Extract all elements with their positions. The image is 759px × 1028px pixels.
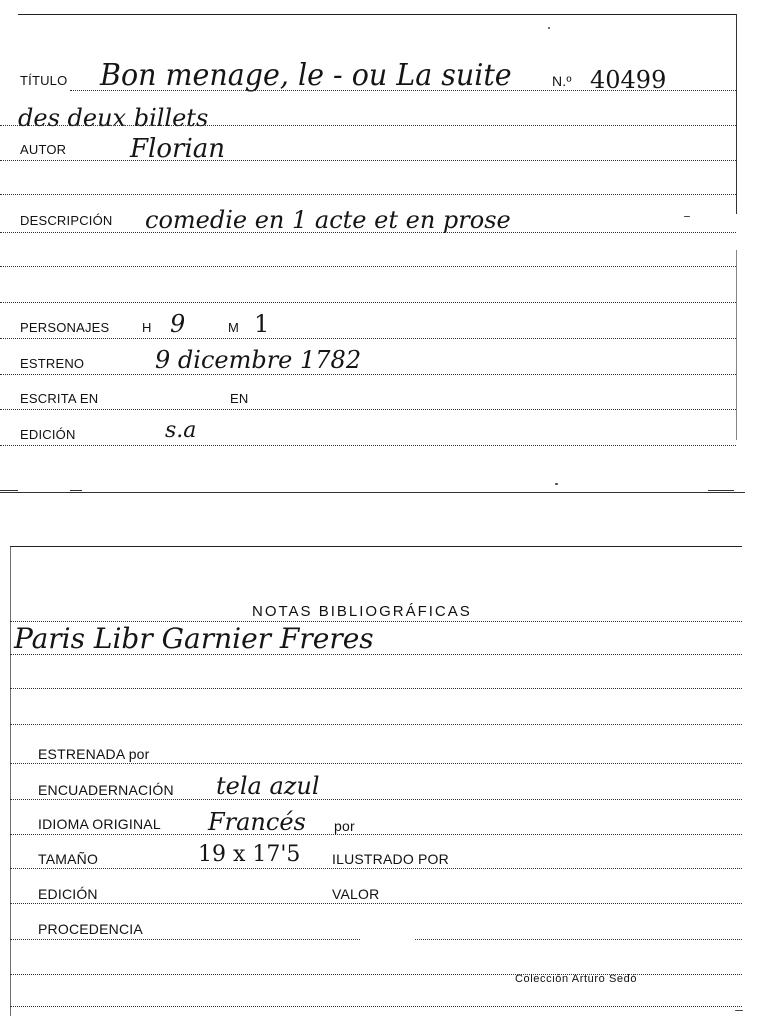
edicion-line	[0, 445, 736, 446]
h-label: H	[142, 320, 152, 335]
titulo-line-2	[0, 125, 736, 126]
encuadernacion-value: tela azul	[216, 772, 320, 800]
bottom-edge-tick	[70, 490, 82, 491]
procedencia-label: PROCEDENCIA	[38, 921, 143, 937]
autor-label: AUTOR	[20, 142, 67, 157]
numero-label: N.º	[552, 73, 572, 89]
catalog-card	[0, 14, 738, 492]
idioma-label: IDIOMA ORIGINAL	[38, 816, 161, 832]
procedencia-line	[10, 939, 360, 940]
titulo-value: Bon menage, le - ou La suite	[100, 58, 512, 93]
tamano-value: 19 x 17'5	[198, 842, 301, 867]
valor-label: VALOR	[332, 886, 380, 902]
en-label: EN	[230, 391, 249, 406]
estrenada-label: ESTRENADA por	[38, 746, 150, 762]
descripcion-value: comedie en 1 acte et en prose	[145, 206, 511, 234]
notes-line-1	[10, 654, 742, 655]
card-top-edge	[18, 14, 736, 15]
tamano-label: TAMAÑO	[38, 851, 99, 867]
card-right-edge	[736, 14, 737, 214]
titulo-continuation: des deux billets	[18, 104, 209, 132]
escrita-line	[0, 409, 736, 410]
notes-card	[10, 546, 742, 1021]
ilustrado-label: ILUSTRADO POR	[332, 851, 449, 867]
encuadernacion-label: ENCUADERNACIÓN	[38, 782, 174, 798]
descripcion-label: DESCRIPCIÓN	[20, 213, 113, 228]
notes-edicion-label: EDICIÓN	[38, 886, 98, 902]
estrenada-line	[10, 763, 742, 764]
autor-line	[0, 160, 736, 161]
scan-speck	[548, 27, 550, 29]
scan-speck	[555, 483, 558, 485]
tamano-line	[10, 868, 742, 869]
numero-value: 40499	[590, 66, 667, 94]
h-value: 9	[170, 310, 186, 338]
scan-speck	[684, 216, 690, 217]
descripcion-line	[0, 232, 736, 233]
notes-line-2	[10, 688, 742, 689]
collection-stamp: Colección Arturo Sedó	[515, 973, 638, 985]
titulo-label: TÍTULO	[20, 73, 68, 88]
card-right-edge-lower	[736, 250, 737, 440]
blank-line-3	[0, 302, 736, 303]
notes-line-3	[10, 724, 742, 725]
estreno-label: ESTRENO	[20, 356, 85, 371]
m-label: M	[228, 320, 240, 335]
procedencia-line-b	[415, 939, 742, 940]
bottom-edge-right	[708, 490, 734, 491]
titulo-line	[70, 90, 736, 91]
personajes-line	[0, 338, 736, 339]
edicion-label: EDICIÓN	[20, 427, 76, 442]
estreno-value: 9 dicembre 1782	[155, 346, 362, 374]
idioma-line	[10, 834, 742, 835]
m-value: 1	[254, 310, 270, 338]
autor-value: Florian	[130, 134, 225, 164]
blank-line-2	[0, 266, 736, 267]
edicion-value: s.a	[165, 418, 197, 443]
bottom-edge-left	[0, 490, 18, 491]
page-separator	[0, 492, 745, 493]
edicion-line-2	[10, 903, 742, 904]
idioma-value: Francés	[208, 808, 306, 836]
notes-value: Paris Libr Garnier Freres	[14, 622, 374, 655]
bottom-line	[10, 1006, 742, 1007]
blank-line-1	[0, 194, 736, 195]
estreno-line	[0, 374, 736, 375]
por-label: por	[334, 818, 355, 834]
notes-card-top-edge	[10, 546, 742, 547]
escrita-label: ESCRITA EN	[20, 391, 99, 406]
personajes-label: PERSONAJES	[20, 320, 110, 335]
notes-card-left-edge	[10, 546, 11, 1016]
notes-title: NOTAS BIBLIOGRÁFICAS	[252, 603, 472, 620]
encuadernacion-line	[10, 799, 742, 800]
scan-speck	[735, 1010, 743, 1011]
